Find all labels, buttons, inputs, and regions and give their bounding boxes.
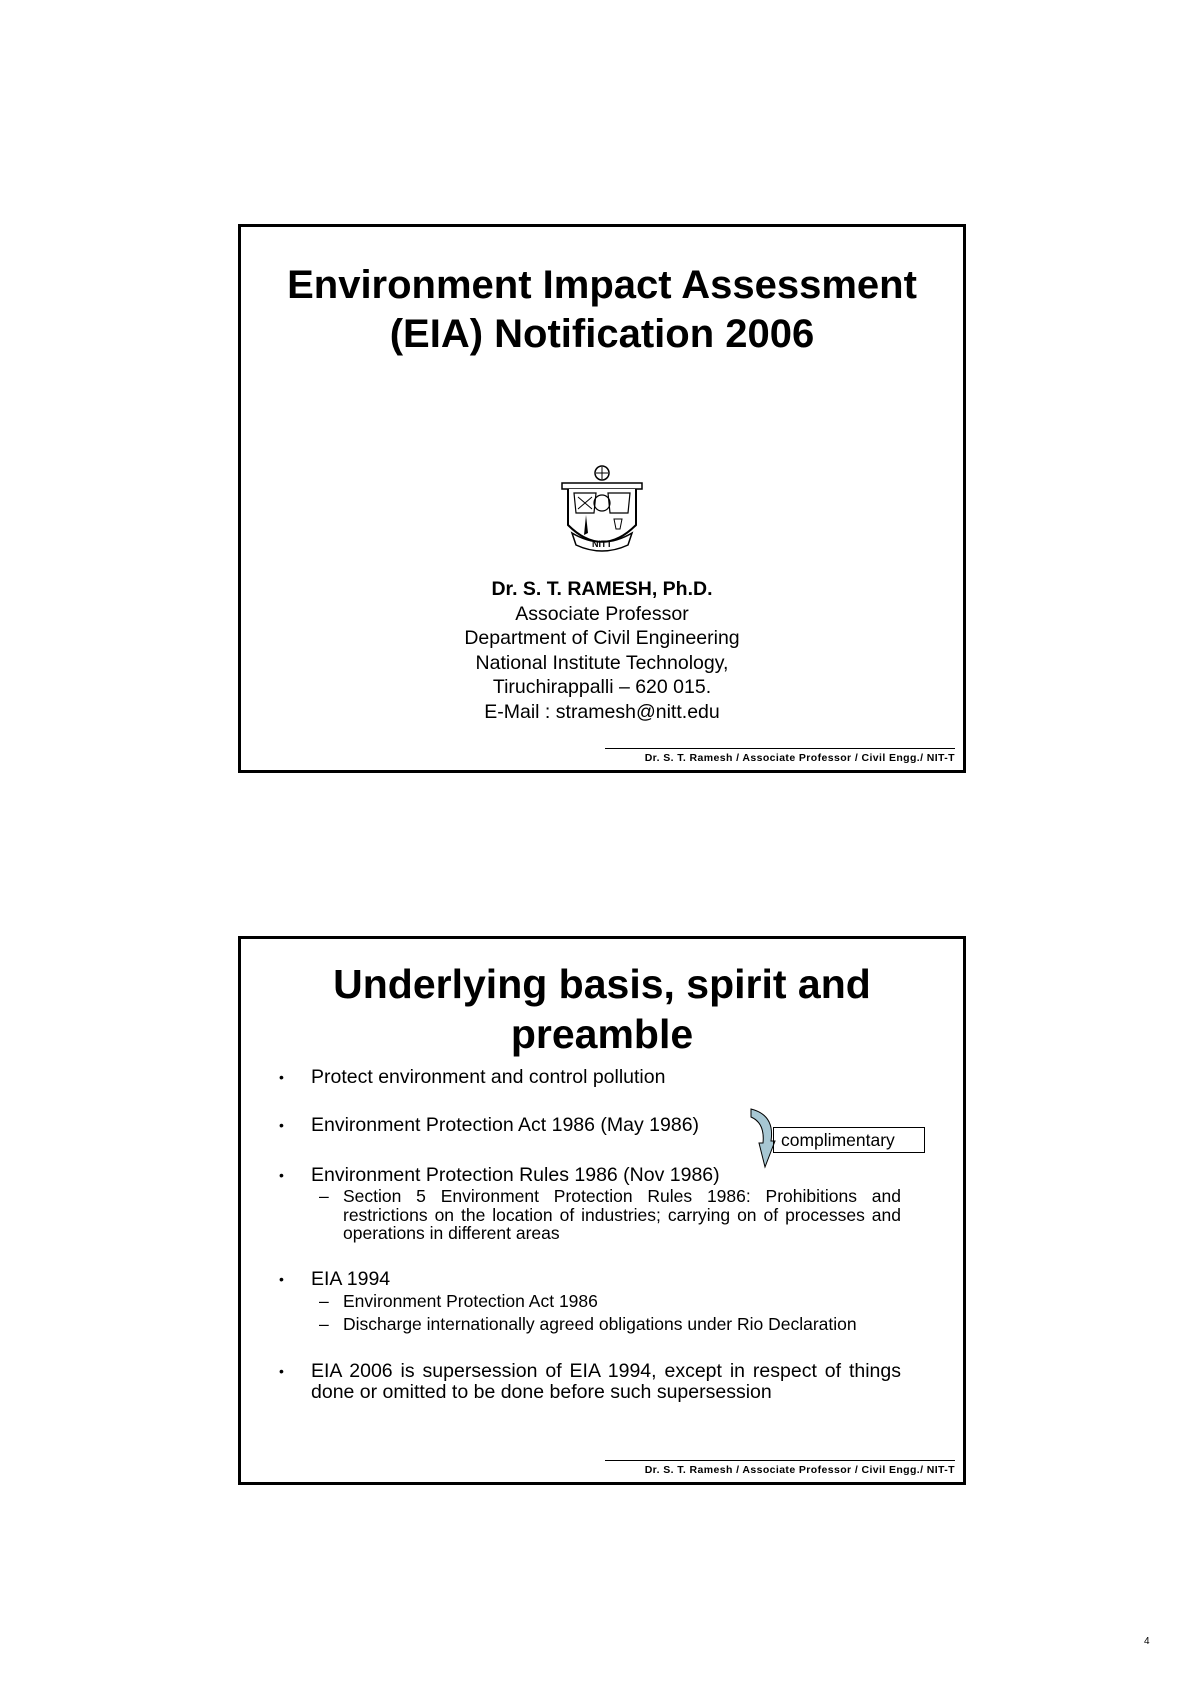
sub-bullet-item xyxy=(311,1292,901,1311)
bullet-marker: • xyxy=(279,1167,284,1183)
slide-2-title-line-1: Underlying basis, spirit and xyxy=(333,961,871,1007)
sub-bullet-text: Section 5 Environment Protection Rules 1986: Prohibitions and restrictions on the location of industries; carrying on of processes and operations in different areas xyxy=(343,1186,901,1243)
bullet-text: Protect environment and control pollution xyxy=(311,1066,666,1088)
author-block xyxy=(241,577,963,724)
slide-1-footer: Dr. S. T. Ramesh / Associate Professor / Civil Engg./ NIT-T xyxy=(605,748,955,764)
slide-1-title-line-2: (EIA) Notification 2006 xyxy=(389,312,815,356)
author-email: E-Mail : stramesh@nitt.edu xyxy=(484,700,720,723)
slide-2-footer: Dr. S. T. Ramesh / Associate Professor / Civil Engg./ NIT-T xyxy=(605,1460,955,1476)
bullet-item xyxy=(279,1067,901,1088)
emblem-label: NITT xyxy=(592,539,612,549)
sub-bullet-marker: – xyxy=(319,1314,329,1334)
sub-bullet-item xyxy=(311,1315,901,1334)
bullet-item xyxy=(279,1269,901,1290)
slide-2 xyxy=(238,936,966,1485)
bullet-marker: • xyxy=(279,1069,284,1085)
author-name: Dr. S. T. RAMESH, Ph.D. xyxy=(491,578,713,600)
author-designation: Associate Professor xyxy=(515,602,689,625)
sub-bullet-marker: – xyxy=(319,1186,329,1206)
slide-1 xyxy=(238,224,966,773)
bullet-item xyxy=(279,1165,901,1186)
slide-1-title xyxy=(241,261,963,359)
bullet-marker: • xyxy=(279,1117,284,1133)
bullet-text: EIA 2006 is supersession of EIA 1994, except in respect of things done or omitted to be done before such supersession xyxy=(311,1360,901,1403)
sub-bullet-text: Discharge internationally agreed obligations under Rio Declaration xyxy=(343,1314,857,1334)
bullet-text: Environment Protection Act 1986 (May 1986) xyxy=(311,1114,700,1136)
nitt-emblem-logo xyxy=(556,463,648,559)
sub-bullet-text: Environment Protection Act 1986 xyxy=(343,1291,598,1311)
bullet-item xyxy=(279,1361,901,1403)
complimentary-callout: complimentary xyxy=(773,1127,925,1153)
author-city: Tiruchirappalli – 620 015. xyxy=(492,676,712,698)
slide-2-title-line-2: preamble xyxy=(510,1011,694,1057)
bullet-marker: • xyxy=(279,1363,284,1379)
sub-bullet-item xyxy=(311,1187,901,1243)
sub-bullet-marker: – xyxy=(319,1291,329,1311)
author-institute: National Institute Technology, xyxy=(475,651,729,674)
author-department: Department of Civil Engineering xyxy=(464,627,740,649)
slide-1-title-line-1: Environment Impact Assessment xyxy=(287,263,917,307)
bullet-marker: • xyxy=(279,1271,284,1287)
bullet-text: Environment Protection Rules 1986 (Nov 1986) xyxy=(311,1164,720,1186)
slide-2-title xyxy=(241,959,963,1059)
page-number: 4 xyxy=(1144,1636,1150,1647)
bullet-text: EIA 1994 xyxy=(311,1268,391,1290)
